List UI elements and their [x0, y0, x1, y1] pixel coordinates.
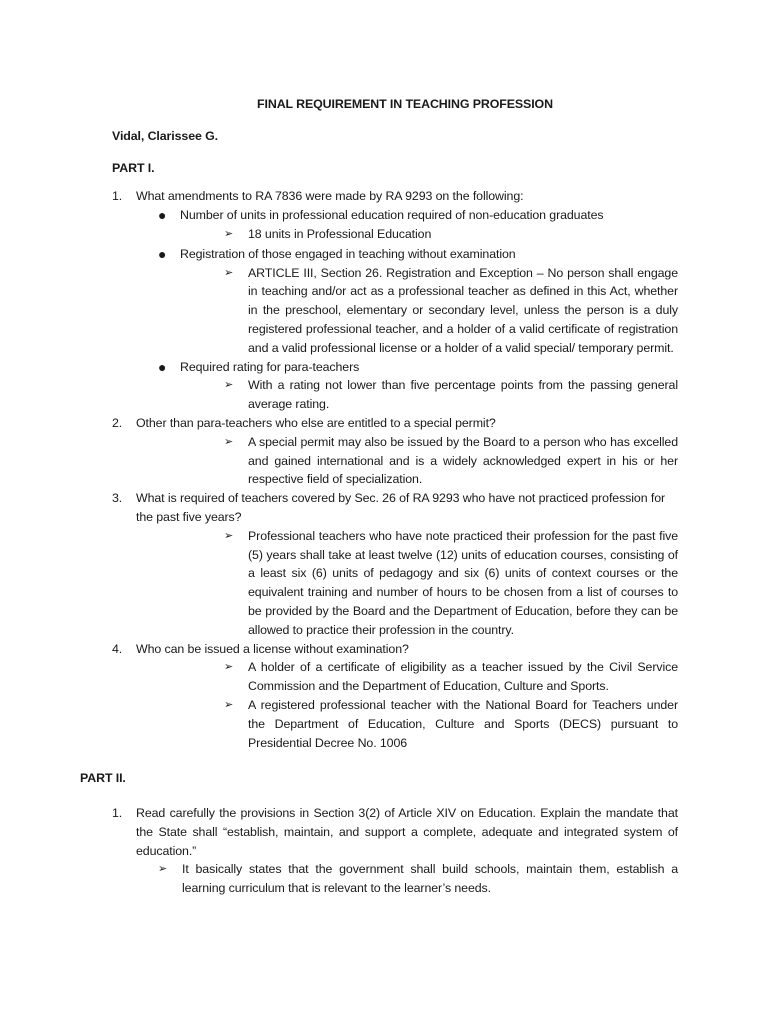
answer-item [224, 376, 678, 414]
arrowhead-bullet-icon: ➢ [224, 697, 234, 711]
bullet-dot-icon: ● [158, 207, 167, 224]
answer-item [158, 860, 678, 898]
sub-item [158, 245, 678, 264]
question-text: Who can be issued a license without examination? [136, 641, 409, 656]
arrowhead-bullet-icon: ➢ [224, 434, 234, 448]
answer-text: Professional teachers who have note practiced their profession for the past five (5) years shall take at least twelve (12) units of education courses, consisting of a least six (6) units of pedagogy and six (6) units of context courses or the equivalent training and number of hours to be chosen from a list of courses to be provided by the Board and the Department of Education, before they can be allowed to practice their profession in the country. [248, 528, 678, 637]
part1-heading: PART I. [112, 160, 155, 175]
answer-item [224, 225, 678, 245]
answer-text: It basically states that the government shall build schools, maintain them, establish a learning curriculum that is relevant to the learner’s needs. [182, 862, 678, 896]
arrowhead-bullet-icon: ➢ [224, 378, 234, 392]
question-number: 4. [112, 641, 123, 656]
answer-item [224, 433, 678, 489]
question-number: 3. [112, 491, 123, 506]
question-text: What amendments to RA 7836 were made by RA 9293 on the following: [136, 189, 524, 204]
part2-heading: PART II. [80, 771, 126, 786]
part1-question-1 [112, 187, 678, 206]
arrowhead-bullet-icon: ➢ [224, 265, 234, 279]
question-text: What is required of teachers covered by Sec. 26 of RA 9293 who have not practiced profession for the past five years? [136, 491, 666, 524]
answer-item [224, 696, 678, 752]
part1-question-2 [112, 414, 678, 433]
answer-text: With a rating not lower than five percentage points from the passing general average rating. [248, 378, 678, 412]
answer-text: A special permit may also be issued by the Board to a person who has excelled and gained international and is a widely acknowledged expert in his or her respective field of specialization. [248, 434, 678, 487]
part1-question-4 [112, 640, 678, 659]
sub-item-text: Registration of those engaged in teaching without examination [180, 246, 516, 261]
bullet-dot-icon: ● [158, 358, 167, 375]
answer-item [224, 658, 678, 696]
arrowhead-bullet-icon: ➢ [224, 528, 234, 542]
question-number: 1. [112, 806, 123, 821]
answer-text: A registered professional teacher with the National Board for Teachers under the Department of Education, Culture and Sports (DECS) pursuant to Presidential Decree No. 1006 [248, 697, 678, 750]
question-text: Other than para-teachers who else are entitled to a special permit? [136, 415, 496, 430]
question-number: 1. [112, 189, 123, 204]
answer-item [224, 264, 678, 358]
author-name: Vidal, Clarissee G. [112, 128, 219, 143]
document-title: FINAL REQUIREMENT IN TEACHING PROFESSION [257, 97, 553, 111]
question-number: 2. [112, 415, 123, 430]
sub-item [158, 206, 678, 225]
arrowhead-bullet-icon: ➢ [224, 660, 234, 674]
sub-item-text: Number of units in professional education required of non-education graduates [180, 208, 604, 223]
question-text: Read carefully the provisions in Section 3(2) of Article XIV on Education. Explain the mandate that the State shall “establish, maintain, and support a complete, adequate and integrated system of education.” [136, 806, 678, 858]
answer-text: 18 units in Professional Education [248, 226, 432, 241]
part2-question-1 [112, 804, 678, 860]
sub-item [158, 358, 678, 377]
part1-question-3 [112, 489, 678, 527]
answer-text: A holder of a certificate of eligibility as a teacher issued by the Civil Service Commission and the Department of Education, Culture and Sports. [248, 660, 678, 694]
arrowhead-bullet-icon: ➢ [158, 862, 168, 876]
bullet-dot-icon: ● [158, 245, 167, 262]
arrowhead-bullet-icon: ➢ [224, 226, 234, 240]
answer-item [224, 527, 678, 640]
sub-item-text: Required rating for para-teachers [180, 359, 360, 374]
answer-text: ARTICLE III, Section 26. Registration and Exception – No person shall engage in teaching and/or act as a professional teacher as defined in this Act, whether in the preschool, elementary or secondary level, unless the person is a duly registered professional teacher, and a holder of a valid certificate of registration and a valid professional license or a holder of a valid special/ temporary permit. [248, 265, 678, 355]
